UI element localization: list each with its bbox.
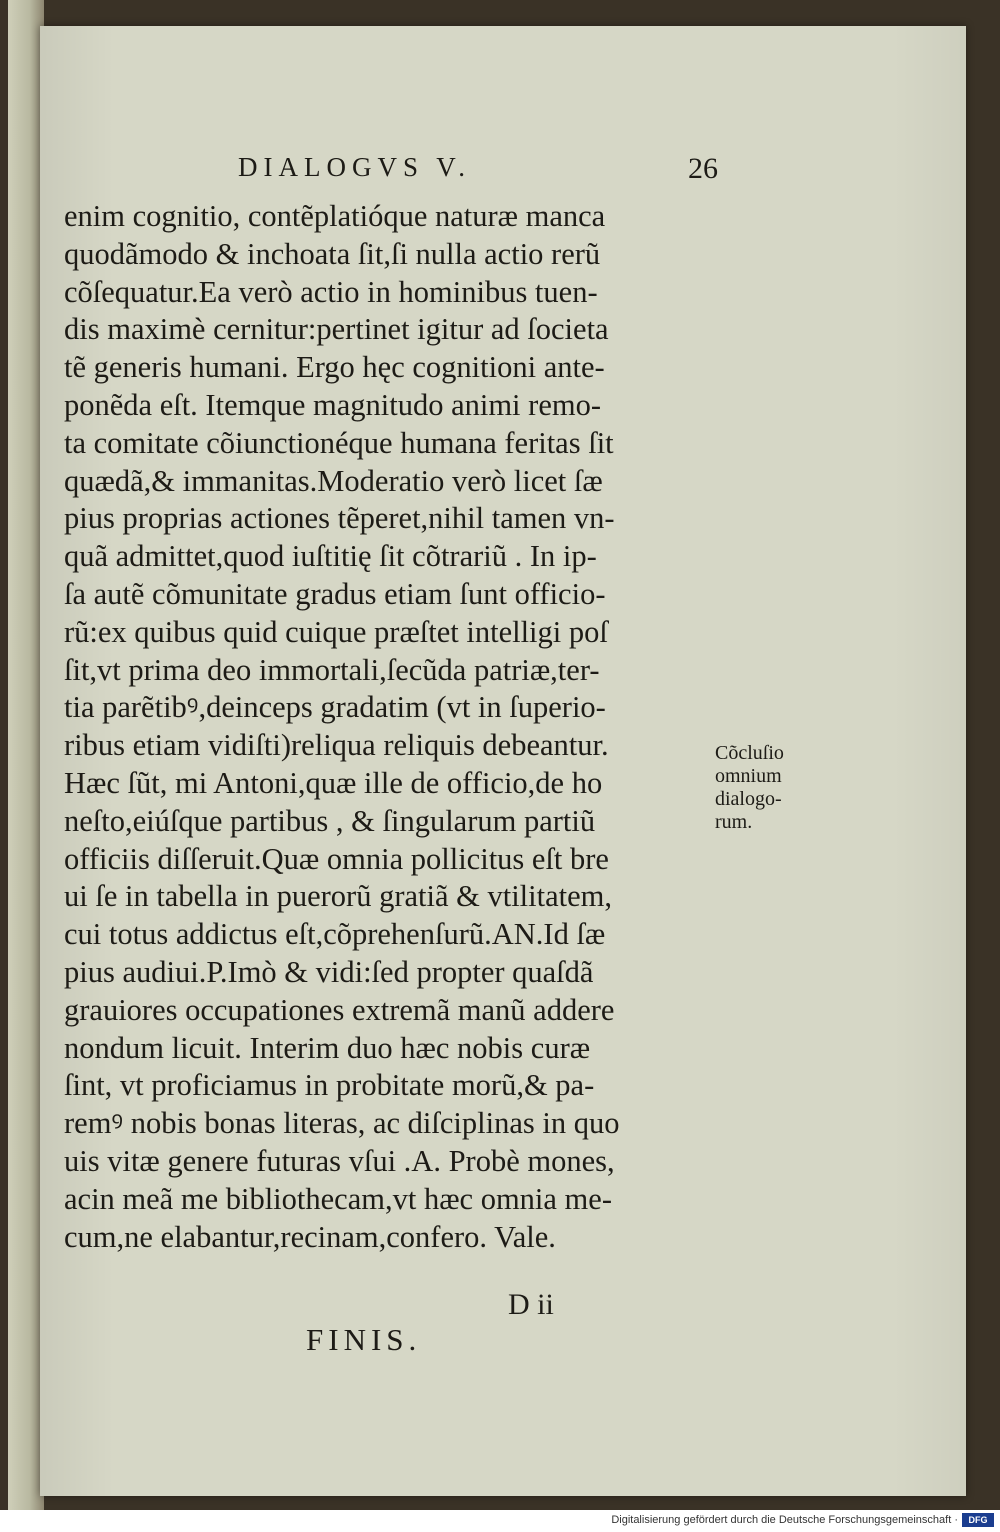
text-line: tia parẽtibꝰ,deinceps gradatim (vt in ſuperio- xyxy=(64,690,606,725)
text-line: acin meã me bibliothecam,vt hæc omnia me- xyxy=(64,1181,612,1216)
text-line: rũ:ex quibus quid cuique præſtet intelligi poſ xyxy=(64,614,608,649)
signature-mark: D ii xyxy=(508,1288,554,1321)
marginal-note xyxy=(715,742,835,834)
text-line: ta comitate cõiunctionéque humana feritas ſit xyxy=(64,425,614,460)
text-line: nondum licuit. Interim duo hæc nobis curæ xyxy=(64,1030,591,1065)
text-line: tẽ generis humani. Ergo hęc cognitioni ante- xyxy=(64,350,605,385)
text-line: ribus etiam vidiſti)reliqua reliquis debeantur. xyxy=(64,728,609,763)
text-line: pius audiui.P.Imò & vidi:ſed propter quaſdã xyxy=(64,954,594,989)
margin-note-line: omnium xyxy=(715,765,782,787)
page-header xyxy=(238,152,718,192)
text-line: ſa autẽ cõmunitate gradus etiam ſunt officio- xyxy=(64,576,606,611)
body-text xyxy=(64,198,724,1256)
page-number: 26 xyxy=(688,152,718,185)
text-line: ponẽda eſt. Itemque magnitudo animi remo- xyxy=(64,387,601,422)
text-line: neſto,eiúſque partibus , & ſingularum partiũ xyxy=(64,803,596,838)
text-line: cõſequatur.Ea verò actio in hominibus tuen- xyxy=(64,274,598,309)
text-line: cui totus addictus eſt,cõprehenſurũ.AN.Id ſæ xyxy=(64,917,606,952)
text-line: ſit,vt prima deo immortali,ſecũda patriæ,ter- xyxy=(64,652,600,687)
text-line: dis maximè cernitur:pertinet igitur ad ſocieta xyxy=(64,312,609,347)
funding-credit: Digitalisierung gefördert durch die Deutsche Forschungsgemeinschaft · xyxy=(611,1514,958,1526)
running-head: DIALOGVS V. xyxy=(238,152,472,182)
text-line: grauiores occupationes extremã manũ addere xyxy=(64,992,615,1027)
text-line: quædã,& immanitas.Moderatio verò licet ſæ xyxy=(64,463,603,498)
dfg-logo-icon: DFG xyxy=(962,1513,994,1527)
text-line: cum,ne elabantur,recinam,confero. Vale. xyxy=(64,1219,556,1254)
finis-heading: FINIS. xyxy=(306,1322,422,1357)
text-line: officiis diſſeruit.Quæ omnia pollicitus eſt bre xyxy=(64,841,609,876)
book-spine-edge xyxy=(8,0,44,1510)
text-line: uis vitæ genere futuras vſui .A. Probè mones, xyxy=(64,1143,615,1178)
text-line: quã admittet,quod iuſtitię ſit cõtrariũ . In ip- xyxy=(64,539,597,574)
text-line: remꝰ nobis bonas literas, ac diſciplinas in quo xyxy=(64,1106,620,1141)
text-line: ui ſe in tabella in puerorũ gratiã & vtilitatem, xyxy=(64,879,612,914)
text-line: pius proprias actiones tẽperet,nihil tamen vn- xyxy=(64,501,615,536)
text-line: Hæc ſũt, mi Antoni,quæ ille de officio,de ho xyxy=(64,765,603,800)
text-line: ſint, vt proficiamus in probitate morũ,& pa- xyxy=(64,1068,595,1103)
margin-note-line: dialogo- xyxy=(715,788,782,810)
margin-note-line: rum. xyxy=(715,811,753,833)
text-line: quodãmodo & inchoata ſit,ſi nulla actio rerũ xyxy=(64,236,601,271)
margin-note-line: Cõcluſio xyxy=(715,742,784,764)
text-line: enim cognitio, contẽplatióque naturæ manca xyxy=(64,199,606,233)
